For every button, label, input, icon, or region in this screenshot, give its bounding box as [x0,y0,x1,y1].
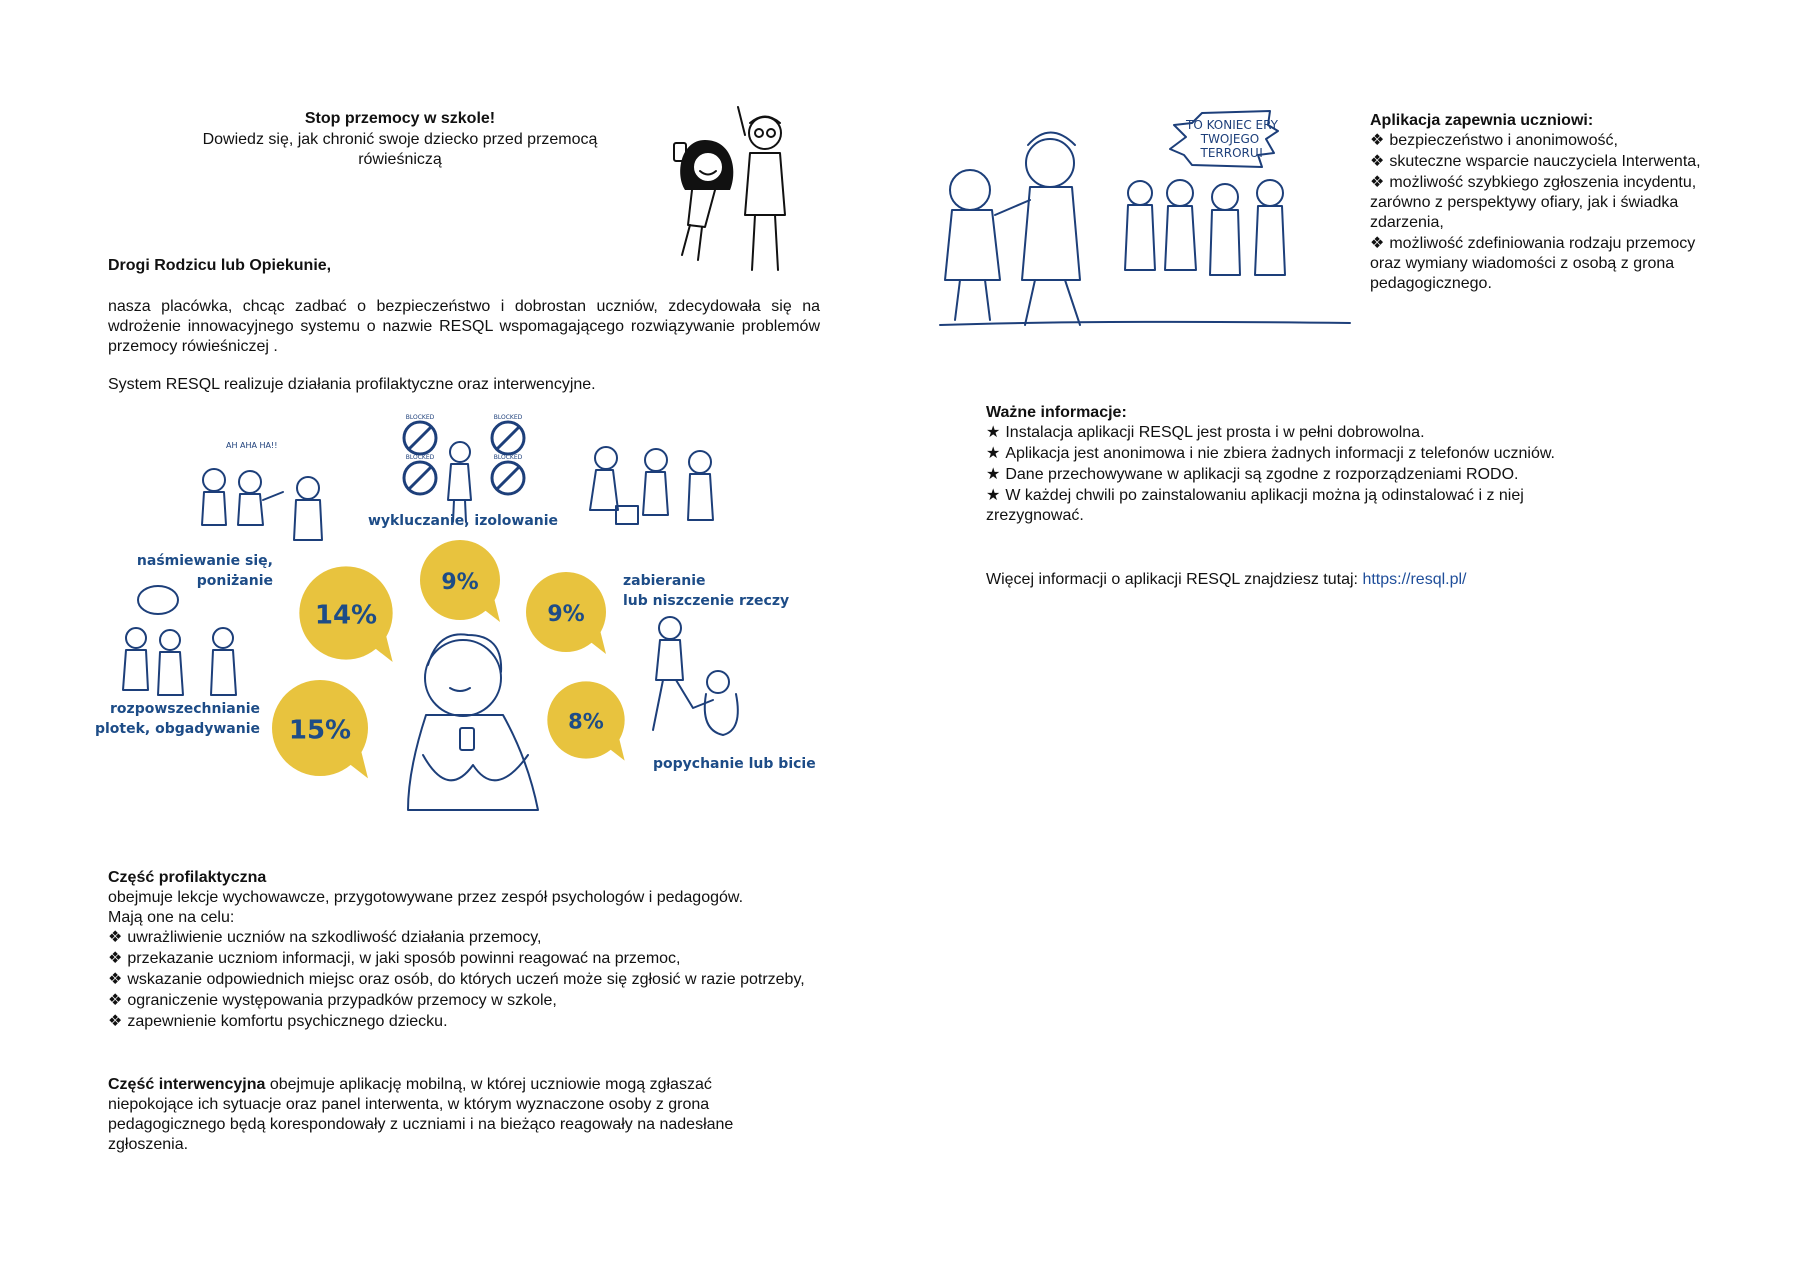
important-list [986,423,1626,526]
intro-paragraph: nasza placówka, chcąc zadbać o bezpieczeństwo i dobrostan uczniów, zdecydowała się na wdrożenie innowacyjnego systemu o nazwie RESQL wspomagającego rozwiązywanie problemów przemocy rówieśniczej . [108,298,820,355]
category-label: zabieranie [623,573,706,589]
boy-figure [738,107,785,270]
list-item: ❖ możliwość szybkiego zgłoszenia incydentu, zarówno z perspektywy ofiary, jak i świadka zdarzenia, [1370,173,1730,233]
prevention-line-1: obejmuje lekcje wychowawcze, przygotowywane przez zespół psychologów i pedagogów. [108,889,744,906]
app-heading: Aplikacja zapewnia uczniowi: [1370,112,1594,129]
taking-things-figure [590,447,713,524]
blocked-icon [492,414,524,454]
prevention-line-2: Mają one na celu: [108,909,235,926]
blocked-label: BLOCKED [493,454,523,461]
category-label: poniżanie [196,573,273,589]
pushing-figure [653,617,738,735]
speech-line-1: TO KONIEC ERY [1185,118,1279,132]
more-info-line [986,570,1466,590]
defender-figure [995,133,1080,326]
blocked-icon [404,454,436,494]
prevention-section [108,868,808,1033]
mocking-group-figure [202,441,322,540]
bubble-value: 15% [288,715,352,746]
blocked-label: BLOCKED [405,454,435,461]
percentage-bubble [547,681,624,760]
list-item: ❖ możliwość zdefiniowania rodzaju przemocy oraz wymiany wiadomości z osobą z grona pedagogicznego. [1370,234,1730,294]
page-subtitle [125,130,675,170]
intervention-heading: Część interwencyjna [108,1076,266,1093]
mocking-speech-text: AH AHA HA!! [226,441,278,450]
intervention-section [108,1075,768,1155]
list-item: ❖ uwrażliwienie uczniów na szkodliwość działania przemocy, [108,928,808,948]
excluded-child-figure [448,442,471,522]
list-item: ★ W każdej chwili po zainstalowaniu aplikacji można ją odinstalować i z niej zrezygnować. [986,486,1626,526]
list-item: ★ Instalacja aplikacji RESQL jest prosta i w pełni dobrowolna. [986,423,1626,443]
girl-figure [674,140,733,260]
percentage-bubbles [272,540,625,778]
important-heading: Ważne informacje: [986,404,1127,421]
students-group [1125,180,1285,275]
percentage-bubble [420,540,500,622]
ground-line [940,322,1350,325]
list-item: ❖ skuteczne wsparcie nauczyciela Interwenta, [1370,152,1730,172]
percentage-bubble [272,680,368,778]
prevention-list [108,928,808,1032]
blocked-label: BLOCKED [493,414,523,421]
speech-line-2: TWOJEGO [1200,132,1260,146]
list-item: ❖ zapewnienie komfortu psychicznego dziecku. [108,1012,808,1032]
category-label: plotek, obgadywanie [94,721,260,737]
blocked-icons-group [404,414,524,494]
subtitle-line-1: Dowiedz się, jak chronić swoje dziecko przed przemocą [202,131,598,148]
central-child-figure [408,634,538,810]
greeting: Drogi Rodzicu lub Opiekunie, [108,257,332,274]
subtitle-line-2: rówieśniczą [358,151,442,168]
bubble-value: 9% [547,601,585,627]
category-label: lub niszczenie rzeczy [623,593,790,609]
list-item: ❖ ograniczenie występowania przypadków przemocy w szkole, [108,991,808,1011]
resql-link[interactable]: https://resql.pl/ [1362,571,1467,588]
blocked-label: BLOCKED [405,414,435,421]
blocked-icon [404,414,436,454]
system-line: System RESQL realizuje działania profilaktyczne oraz interwencyjne. [108,376,596,393]
speech-line-3: TERRORU! [1200,146,1264,160]
comic-illustration [940,105,1360,335]
category-label: rozpowszechnianie [110,701,260,717]
kids-illustration [660,105,830,280]
bully-figure [945,170,1000,320]
bubble-value: 14% [314,600,378,631]
app-list [1370,131,1730,294]
bullying-infographic [94,410,816,835]
category-label: naśmiewanie się, [136,553,273,569]
app-section [1370,111,1730,295]
blocked-icon [492,454,524,494]
percentage-bubble [299,566,392,662]
list-item: ❖ przekazanie uczniom informacji, w jaki sposób powinni reagować na przemoc, [108,949,808,969]
list-item: ❖ bezpieczeństwo i anonimowość, [1370,131,1730,151]
percentage-bubble [526,572,606,654]
bubble-value: 8% [568,709,604,734]
rumors-figure [123,586,236,695]
page-title: Stop przemocy w szkole! [304,110,496,127]
category-label: popychanie lub bicie [653,756,816,772]
list-item: ❖ wskazanie odpowiednich miejsc oraz osób, do których uczeń może się zgłosić w razie potrzeby, [108,970,808,990]
bubble-value: 9% [441,569,479,595]
list-item: ★ Dane przechowywane w aplikacji są zgodne z rozporządzeniami RODO. [986,465,1626,485]
category-label: wykluczanie, izolowanie [367,513,559,529]
important-section [986,403,1626,527]
list-item: ★ Aplikacja jest anonimowa i nie zbiera żadnych informacji z telefonów uczniów. [986,444,1626,464]
prevention-heading: Część profilaktyczna [108,869,267,886]
more-info-text: Więcej informacji o aplikacji RESQL znajdziesz tutaj: [986,571,1363,588]
intervention-text: obejmuje aplikację mobilną, w której uczniowie mogą zgłaszać niepokojące ich sytuacje oraz panel interwenta, w którym wyznaczone osoby z grona pedagogicznego będą korespondowały z uczniami i na bieżąco reagowały na nadesłane zgłoszenia. [108,1076,734,1153]
